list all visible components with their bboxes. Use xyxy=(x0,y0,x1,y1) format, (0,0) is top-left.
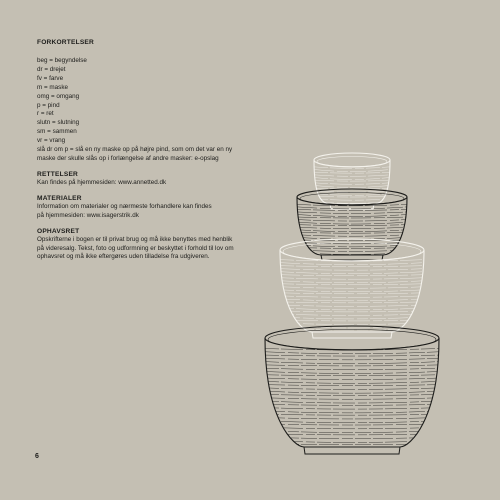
materials-heading: MATERIALER xyxy=(37,194,82,202)
abbreviation-item: dr = drejet xyxy=(37,65,66,73)
materials-text: på hjemmesiden: www.isagerstrik.dk xyxy=(37,211,139,219)
copyright-heading: OPHAVSRET xyxy=(37,227,80,235)
corrections-text: Kan findes på hjemmesiden: www.annetted.dk xyxy=(37,178,167,186)
copyright-text: Opskrifterne i bogen er til privat brug og må ikke benyttes med henblik xyxy=(37,235,233,243)
abbreviations-heading: FORKORTELSER xyxy=(37,39,94,46)
bowl-top-small xyxy=(314,153,390,209)
corrections-heading: RETTELSER xyxy=(37,170,78,178)
abbreviation-item: fv = farve xyxy=(37,74,64,82)
abbreviation-item: slutn = slutning xyxy=(37,119,80,127)
abbreviation-note: slå dr om p = slå en ny maske op på højre pind, som om det var en ny xyxy=(37,146,233,154)
abbreviation-item: vr = vrang xyxy=(37,137,66,145)
abbreviation-note: maske der skulle slås op i forlængelse af andre masker: e-opslag xyxy=(37,154,219,162)
bowl-third xyxy=(280,239,424,338)
bowl-bottom-large xyxy=(265,326,439,454)
materials-text: Information om materialer og nærmeste forhandlere kan findes xyxy=(37,202,212,210)
copyright-text: ophavsret og må ikke eftergøres uden tilladelse fra udgiveren. xyxy=(37,253,210,261)
abbreviation-item: omg = omgang xyxy=(37,92,80,100)
copyright-text: på videresalg. Tekst, foto og udformning er beskyttet i forhold til lov om xyxy=(37,244,234,252)
abbreviation-item: m = maske xyxy=(37,83,68,91)
page-number: 6 xyxy=(35,453,39,460)
abbreviation-item: sm = sammen xyxy=(37,128,77,136)
abbreviation-item: p = pind xyxy=(37,101,60,109)
abbreviation-item: beg = begyndelse xyxy=(37,57,87,64)
bowl-second xyxy=(297,189,407,260)
abbreviation-item: r = ret xyxy=(37,110,54,118)
